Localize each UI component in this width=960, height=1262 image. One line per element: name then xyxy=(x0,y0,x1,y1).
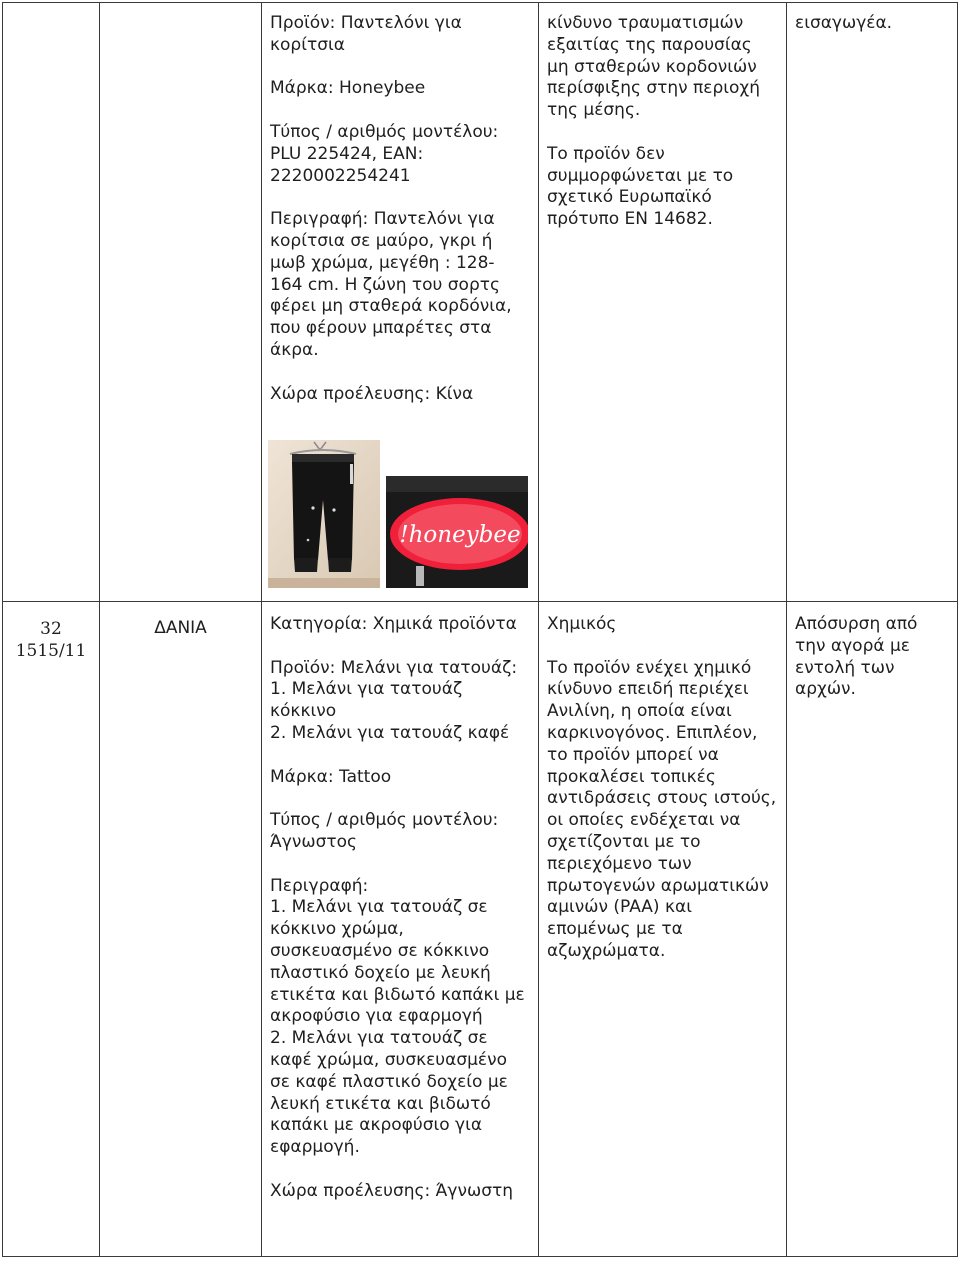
product-name: Προϊόν: Μελάνι για τατουάζ: 1. Μελάνι για τατουάζ κόκκινο 2. Μελάνι για τατουάζ καφέ xyxy=(270,657,518,743)
table-row xyxy=(3,3,958,602)
risk-description: Το προϊόν ενέχει χημικό κίνδυνο επειδή περιέχει Ανιλίνη, η οποία είναι καρκινογόνος. Επιπλέον, το προϊόν μπορεί να προκαλέσει τοπικές αντιδράσεις στους ιστούς, οι οποίες ενδέχεται να σχετίζονται με το περιεχόμενο των πρωτογενών αρωματικών αμινών (PAA) και επομένως με τα αζωχρώματα. xyxy=(547,657,777,961)
measures-taken: Απόσυρση από την αγορά με εντολή των αρχών. xyxy=(795,614,918,700)
number-cell xyxy=(3,602,100,1257)
risk-cell xyxy=(539,3,787,602)
honeybee-logo-text: !honeybee xyxy=(399,522,521,549)
brand-label-photo xyxy=(386,476,528,588)
product-photos xyxy=(268,440,530,600)
country-of-origin: Χώρα προέλευσης: Κίνα xyxy=(270,383,474,404)
notification-reference: 1515/11 xyxy=(15,641,87,661)
notifying-country: ΔΑΝΙΑ xyxy=(154,618,207,638)
notifications-table xyxy=(2,2,958,1257)
product-category: Κατηγορία: Χημικά προϊόντα xyxy=(270,614,517,634)
number-cell xyxy=(3,3,100,602)
risk-description: κίνδυνο τραυματισμών εξαιτίας της παρουσίας μη σταθερών κορδονιών περίσφιξης στην περιοχή της μέσης. xyxy=(547,13,760,121)
pants-photo xyxy=(268,440,380,588)
measures-taken: εισαγωγέα. xyxy=(795,13,893,33)
model-number: Τύπος / αριθμός μοντέλου: PLU 225424, EAN: 2220002254241 xyxy=(270,121,499,186)
product-description: Περιγραφή: Παντελόνι για κορίτσια σε μαύρο, γκρι ή μωβ χρώμα, μεγέθη : 128- 164 cm. Η ζώνη του σορτς φέρει μη σταθερά κορδόνια, που φέρουν μπαρέτες στα άκρα. xyxy=(270,209,512,360)
product-name: Προϊόν: Παντελόνι για κορίτσια xyxy=(270,13,462,55)
brand: Μάρκα: Honeybee xyxy=(270,78,426,99)
brand: Μάρκα: Tattoo xyxy=(270,766,392,787)
product-description-cell xyxy=(262,3,539,602)
product-description-cell xyxy=(262,602,539,1257)
standard-compliance: Το προϊόν δεν συμμορφώνεται με το σχετικό Ευρωπαϊκό πρότυπο EN 14682. xyxy=(547,143,734,230)
risk-type: Χημικός xyxy=(547,614,617,634)
table-row xyxy=(3,602,958,1257)
country-cell xyxy=(100,3,262,602)
model-number: Τύπος / αριθμός μοντέλου: Άγνωστος xyxy=(270,810,499,852)
product-description: Περιγραφή: 1. Μελάνι για τατουάζ σε κόκκινο χρώμα, συσκευασμένο σε κόκκινο πλαστικό δοχείο με λευκή ετικέτα και βιδωτό καπάκι με ακροφύσιο για εφαρμογή 2. Μελάνι για τατουάζ σε καφέ χρώμα, συσκευασμένο σε καφέ πλαστικό δοχείο με λευκή ετικέτα και βιδωτό καπάκι με ακροφύσιο για εφαρμογή. xyxy=(270,875,525,1158)
country-cell xyxy=(100,602,262,1257)
measures-cell xyxy=(787,3,958,602)
risk-cell xyxy=(539,602,787,1257)
notification-number: 32 xyxy=(40,619,62,639)
measures-cell xyxy=(787,602,958,1257)
country-of-origin: Χώρα προέλευσης: Άγνωστη xyxy=(270,1180,513,1201)
